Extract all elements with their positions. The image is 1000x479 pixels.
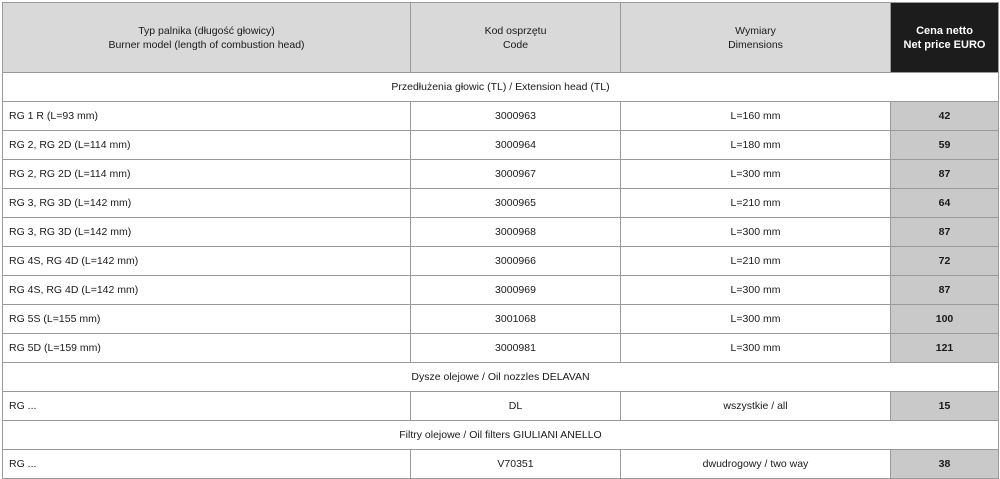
model-cell: RG 4S, RG 4D (L=142 mm) [3, 276, 411, 305]
table-row [3, 160, 999, 189]
dimensions-cell: L=300 mm [621, 305, 891, 334]
price-cell: 38 [891, 450, 999, 479]
model-cell: RG ... [3, 450, 411, 479]
price-cell: 121 [891, 334, 999, 363]
dimensions-cell: L=180 mm [621, 131, 891, 160]
header-code-pl: Kod osprzętu [484, 24, 547, 37]
dimensions-cell: L=300 mm [621, 334, 891, 363]
header-code-en: Code [502, 38, 529, 51]
header-model-en: Burner model (length of combustion head) [108, 38, 305, 51]
table-row [3, 305, 999, 334]
code-cell: DL [411, 392, 621, 421]
table-row [3, 218, 999, 247]
header-price [891, 3, 999, 73]
table-row [3, 276, 999, 305]
header-dimensions-pl: Wymiary [735, 24, 776, 37]
header-row [3, 3, 999, 73]
code-cell: 3000965 [411, 189, 621, 218]
code-cell: 3001068 [411, 305, 621, 334]
model-cell: RG 5S (L=155 mm) [3, 305, 411, 334]
dimensions-cell: L=210 mm [621, 189, 891, 218]
price-table [2, 2, 999, 479]
section-row [3, 363, 999, 392]
model-cell: RG 3, RG 3D (L=142 mm) [3, 218, 411, 247]
section-row [3, 421, 999, 450]
price-cell: 87 [891, 160, 999, 189]
model-cell: RG 5D (L=159 mm) [3, 334, 411, 363]
code-cell: 3000967 [411, 160, 621, 189]
price-cell: 100 [891, 305, 999, 334]
dimensions-cell: wszystkie / all [621, 392, 891, 421]
price-cell: 59 [891, 131, 999, 160]
table-row [3, 392, 999, 421]
header-model-pl: Typ palnika (długość głowicy) [138, 24, 275, 37]
code-cell: 3000964 [411, 131, 621, 160]
code-cell: 3000963 [411, 102, 621, 131]
price-cell: 72 [891, 247, 999, 276]
table-row [3, 247, 999, 276]
code-cell: 3000969 [411, 276, 621, 305]
price-cell: 87 [891, 276, 999, 305]
header-price-en: Net price EURO [903, 38, 986, 51]
table-body [3, 73, 999, 479]
dimensions-cell: L=300 mm [621, 218, 891, 247]
header-dimensions [621, 3, 891, 73]
section-title: Przedłużenia głowic (TL) / Extension head (TL) [3, 73, 999, 102]
code-cell: V70351 [411, 450, 621, 479]
dimensions-cell: L=210 mm [621, 247, 891, 276]
dimensions-cell: L=300 mm [621, 160, 891, 189]
model-cell: RG 4S, RG 4D (L=142 mm) [3, 247, 411, 276]
dimensions-cell: L=300 mm [621, 276, 891, 305]
code-cell: 3000968 [411, 218, 621, 247]
section-title: Dysze olejowe / Oil nozzles DELAVAN [3, 363, 999, 392]
price-cell: 87 [891, 218, 999, 247]
table-row [3, 189, 999, 218]
dimensions-cell: L=160 mm [621, 102, 891, 131]
code-cell: 3000981 [411, 334, 621, 363]
model-cell: RG 1 R (L=93 mm) [3, 102, 411, 131]
table-row [3, 102, 999, 131]
code-cell: 3000966 [411, 247, 621, 276]
header-price-pl: Cena netto [916, 24, 973, 37]
section-title: Filtry olejowe / Oil filters GIULIANI ANELLO [3, 421, 999, 450]
table-row [3, 334, 999, 363]
header-model [3, 3, 411, 73]
dimensions-cell: dwudrogowy / two way [621, 450, 891, 479]
section-row [3, 73, 999, 102]
header-dimensions-en: Dimensions [728, 38, 783, 51]
model-cell: RG 3, RG 3D (L=142 mm) [3, 189, 411, 218]
table-row [3, 450, 999, 479]
model-cell: RG 2, RG 2D (L=114 mm) [3, 160, 411, 189]
model-cell: RG ... [3, 392, 411, 421]
price-cell: 15 [891, 392, 999, 421]
model-cell: RG 2, RG 2D (L=114 mm) [3, 131, 411, 160]
table-row [3, 131, 999, 160]
header-code [411, 3, 621, 73]
price-cell: 42 [891, 102, 999, 131]
price-cell: 64 [891, 189, 999, 218]
